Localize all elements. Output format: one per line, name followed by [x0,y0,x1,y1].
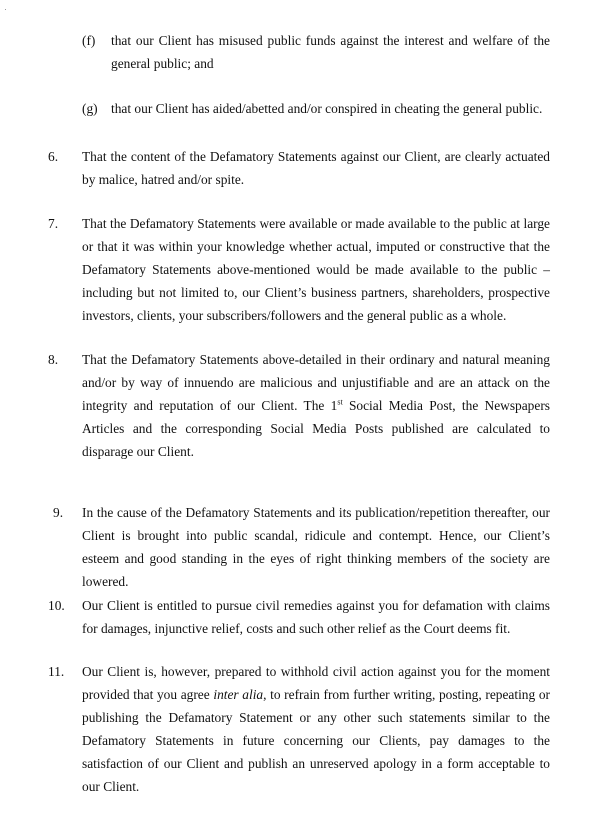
paragraph-number: 7. [48,216,59,231]
subitem-label: (f) [82,33,96,48]
ordinal-suffix: st [337,397,343,407]
paragraph-text-part: , to refrain from further writing, posting, repeating or publishing the Defamatory Statement or any other such statements similar to the Defamatory Statements in future concerning our Clients, pay damages to the satisfaction of our Client and publish an unreserved apology in a form acceptable to our Client. [82,687,550,794]
paragraph-number: 9. [53,505,64,520]
paragraph-text: Our Client is entitled to pursue civil remedies against you for defamation with claims for damages, injunctive relief, costs and such other relief as the Court deems fit. [82,598,550,636]
paragraph-text [82,660,550,798]
paragraph-text-part: Our Client is, however, prepared to withhold civil action against you for the moment provided that you agree [82,664,550,702]
paragraph-number: 11. [48,664,65,679]
scan-speck [5,9,6,10]
paragraph-text-part: That the Defamatory Statements above-detailed in their ordinary and natural meaning and/or by way of innuendo are malicious and unjustifiable and are an attack on the integrity and reputation of our Client. The 1 [82,352,550,413]
subitem-text: that our Client has misused public funds against the interest and welfare of the general public; and [111,33,550,71]
paragraph-number: 8. [48,352,59,367]
paragraph-text: That the content of the Defamatory Statements against our Client, are clearly actuated by malice, hatred and/or spite. [82,149,550,187]
paragraph-text: That the Defamatory Statements were available or made available to the public at large or that it was within your knowledge whether actual, imputed or constructive that the Defamatory Statements above-mentioned would be made available to the public – including but not limited to, our Client’s business partners, shareholders, prospective investors, clients, your subscribers/followers and the general public as a whole. [82,216,550,323]
subitem-label: (g) [82,101,98,116]
paragraph-number: 6. [48,149,59,164]
paragraph-text-part: Social Media Post, the Newspapers Articles and the corresponding Social Media Posts published are calculated to disparage our Client. [82,398,550,459]
paragraph-text [82,348,550,463]
italic-phrase: inter alia [213,687,264,702]
subitem-text: that our Client has aided/abetted and/or conspired in cheating the general public. [111,101,543,116]
paragraph-number: 10. [48,598,65,613]
paragraph-text: In the cause of the Defamatory Statements and its publication/repetition thereafter, our Client is brought into public scandal, ridicule and contempt. Hence, our Client’s esteem and good standing in the eyes of right thinking members of the society are lowered. [82,505,550,589]
